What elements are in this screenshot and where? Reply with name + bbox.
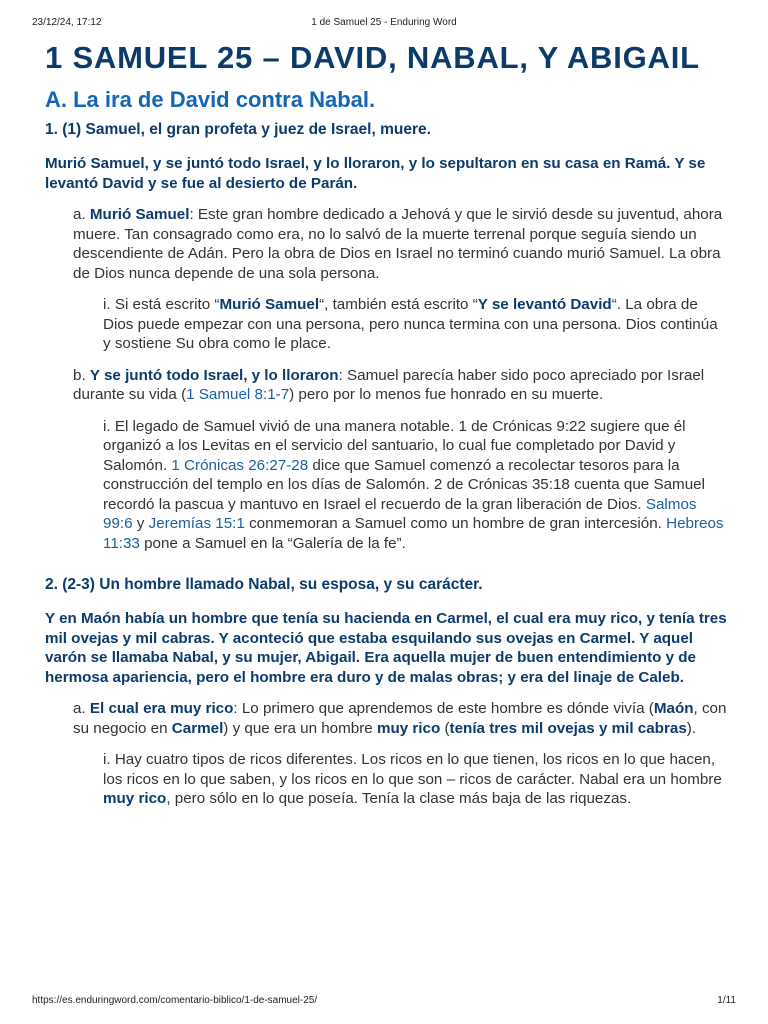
comment-text: , pero sólo en lo que poseía. Tenía la clase más baja de las riquezas. <box>166 790 632 807</box>
comment-1a <box>73 205 729 283</box>
section-a-heading: A. La ira de David contra Nabal. <box>45 87 376 112</box>
scripture-passage-1: Murió Samuel, y se juntó todo Israel, y lo lloraron, y lo sepultaron en su casa en Ramá. Y se levantó David y se fue al desierto de Parán. <box>45 155 706 192</box>
bold-quote: Maón <box>653 700 694 717</box>
print-url: https://es.enduringword.com/comentario-biblico/1-de-samuel-25/ <box>32 995 318 1006</box>
scripture-link[interactable]: Salmos 99:6 <box>103 495 697 532</box>
bold-quote: muy rico <box>376 719 441 737</box>
comment-text: pone a Samuel en la “Galería de la fe”. <box>139 534 406 552</box>
print-date: 23/12/24, 17:12 <box>32 17 102 28</box>
comment-text: , con su negocio en <box>73 700 727 737</box>
comment-text: “. La obra de Dios puede empezar con una persona, pero nunca termina con una persona. Dios continúa y sostiene Su obra como le place. <box>103 296 718 352</box>
comment-text: : Samuel parecía haber sido poco apreciado por Israel durante su vida ( <box>73 366 705 403</box>
bold-quote: Murió Samuel <box>219 296 320 313</box>
comment-prefix: a. <box>73 700 90 717</box>
comment-text: i. El legado de Samuel vivió de una manera notable. 1 de Crónicas 9:22 sugiere que él organizó a los Levitas en el servicio del santuario, lo cual fue completado por David y Salomón. <box>103 417 686 474</box>
bold-quote: tenía tres mil ovejas y mil cabras <box>449 719 687 737</box>
comment-text: ( <box>440 719 450 737</box>
comment-1b-i <box>103 417 729 554</box>
print-header <box>32 17 736 31</box>
comment-text: conmemoran a Samuel como un hombre de gran intercesión. <box>244 515 667 532</box>
bold-quote: El cual era muy rico <box>89 700 234 717</box>
scripture-link[interactable]: 1 Samuel 8:1-7 <box>186 386 290 403</box>
print-page-title: 1 de Samuel 25 - Enduring Word <box>311 17 457 28</box>
comment-text: ) pero por lo menos fue honrado en su muerte. <box>289 386 604 403</box>
comment-text: “, también está escrito “ <box>319 296 478 313</box>
bold-quote: Y se juntó todo Israel, y lo lloraron <box>89 366 339 384</box>
subsection-1-heading: 1. (1) Samuel, el gran profeta y juez de Israel, muere. <box>45 121 431 138</box>
comment-1b <box>73 366 729 405</box>
comment-text: ) y que era un hombre <box>223 719 377 737</box>
comment-1a-i <box>103 295 729 354</box>
comment-text: i. Si está escrito “ <box>103 296 220 313</box>
page-number: 1/11 <box>717 995 736 1006</box>
comment-prefix: a. <box>73 206 90 223</box>
comment-prefix: b. <box>73 366 90 384</box>
scripture-link[interactable]: Hebreos 11:33 <box>103 515 724 552</box>
scripture-link[interactable]: Jeremías 15:1 <box>148 515 245 532</box>
print-footer <box>32 995 736 1009</box>
comment-2a <box>73 699 729 738</box>
subsection-2-heading: 2. (2-3) Un hombre llamado Nabal, su esposa, y su carácter. <box>45 576 483 593</box>
scripture-passage-2: Y en Maón había un hombre que tenía su hacienda en Carmel, el cual era muy rico, y tenía tres mil ovejas y mil cabras. Y aconteció que estaba esquilando sus ovejas en Carmel. Y aquel varón se llamaba Nabal, y su mujer, Abigail. Era aquella mujer de buen entendimiento y de hermosa apariencia, pero el hombre era duro y de malas obras; y era del linaje de Caleb. <box>45 610 727 686</box>
comment-text: : Lo primero que aprendemos de este hombre es dónde vivía ( <box>233 700 654 717</box>
scripture-link[interactable]: 1 Crónicas 26:27-28 <box>171 456 309 474</box>
comment-text: i. Hay cuatro tipos de ricos diferentes. Los ricos en lo que tienen, los ricos en lo que hacen, los ricos en lo que saben, y los ricos en lo que son – ricos de carácter. Nabal era un hombre <box>103 751 722 788</box>
article-title: 1 SAMUEL 25 – DAVID, NABAL, Y ABIGAIL <box>45 40 700 75</box>
bold-quote: Murió Samuel <box>89 206 190 223</box>
bold-quote: Y se levantó David <box>477 296 612 313</box>
comment-2a-i <box>103 750 729 809</box>
bold-quote: Carmel <box>171 719 224 737</box>
comment-text: y <box>132 515 149 532</box>
article-content <box>45 40 729 809</box>
comment-text: dice que Samuel comenzó a recolectar tesoros para la construcción del templo en los días de Salomón. 2 de Crónicas 35:18 cuenta que Samuel recordó la pascua y mantuvo en Israel el recuerdo de la gran liberación de Dios. <box>103 456 705 513</box>
comment-text: ). <box>686 719 697 737</box>
comment-text: : Este gran hombre dedicado a Jehová y que le sirvió desde su juventud, ahora muere. Tan consagrado como era, no lo salvó de la muerte terrenal porque seguía siendo un descendiente de Adán. Pero la obra de Dios en Israel no terminó cuando murió Samuel. La obra de Dios nunca depende de una sola persona. <box>73 206 723 282</box>
bold-quote: muy rico <box>103 790 167 807</box>
